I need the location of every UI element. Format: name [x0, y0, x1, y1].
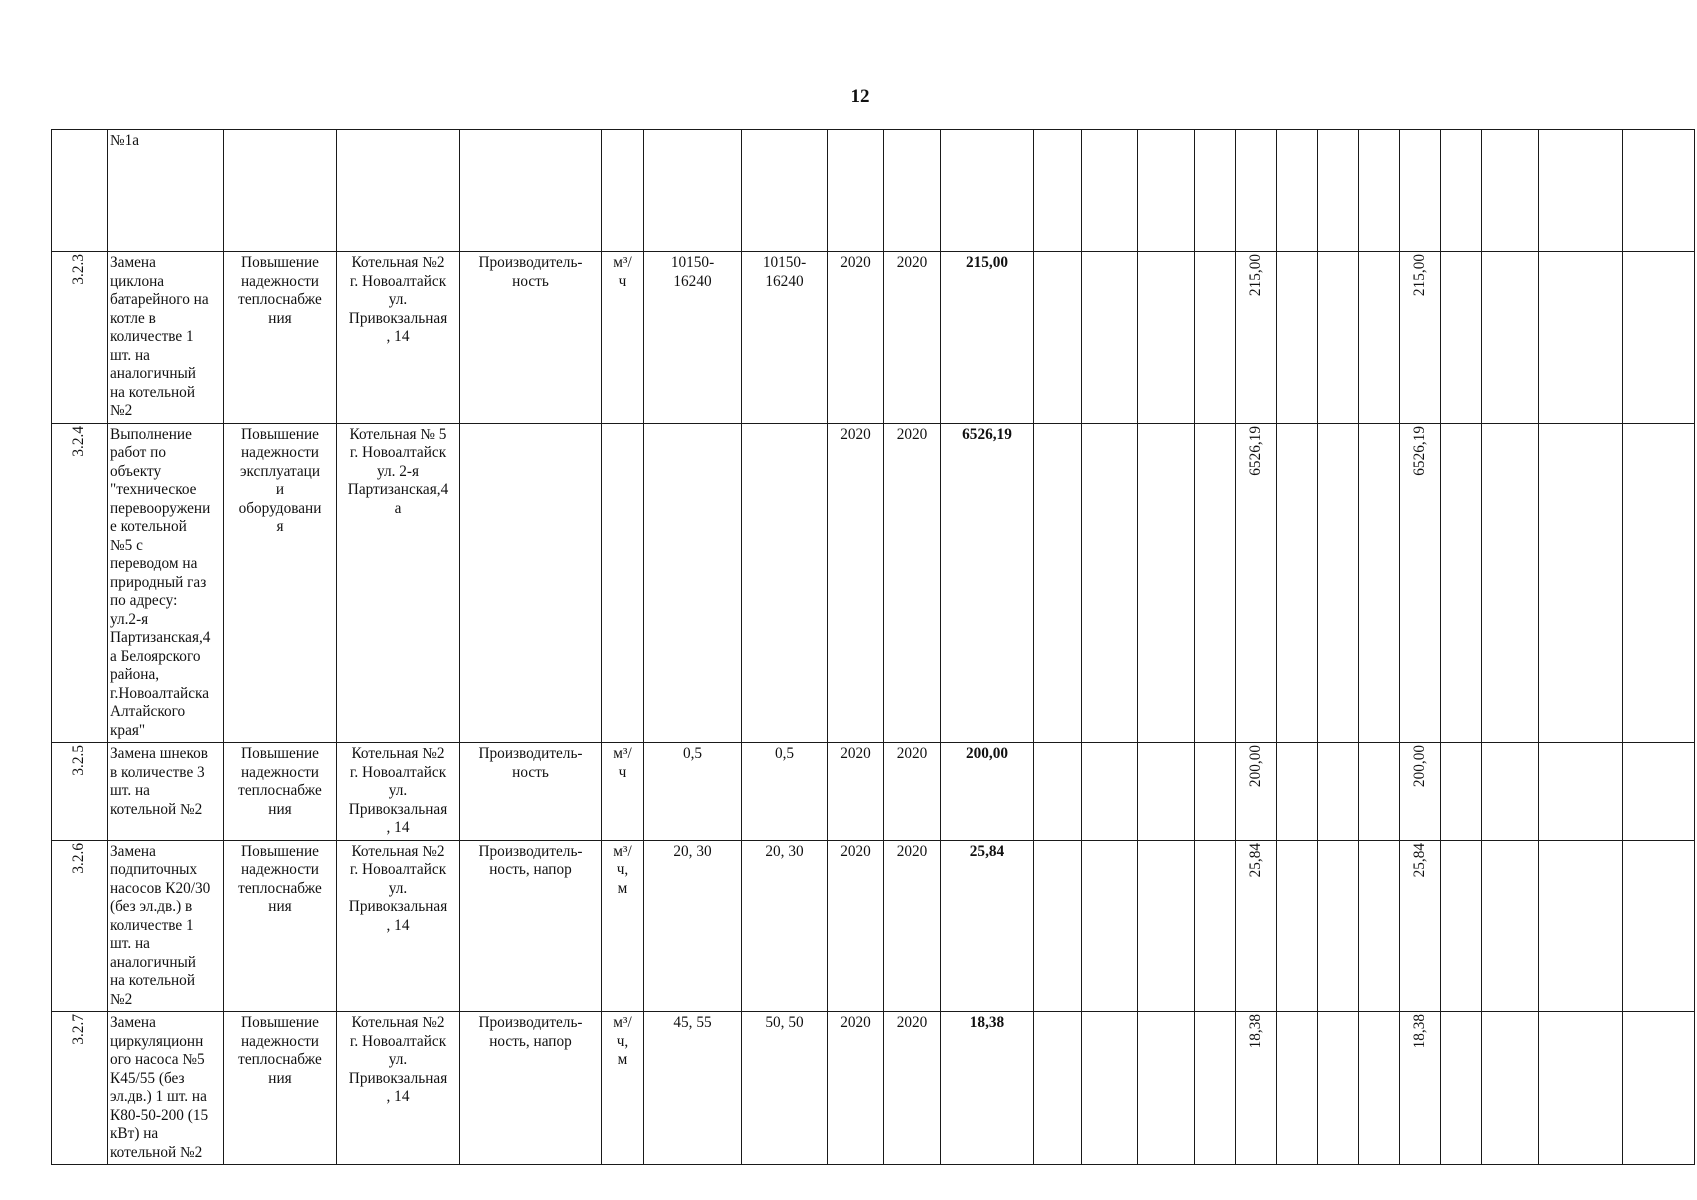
cell-empty: [1195, 743, 1236, 841]
value-label: 215,00: [1410, 254, 1428, 297]
cell-param: Производитель- ность: [460, 252, 602, 424]
cell-location: Котельная № 5 г. Новоалтайск ул. 2-я Партизанская,4 а: [337, 423, 460, 743]
cell-empty: [1318, 252, 1359, 424]
cell-empty: [1623, 423, 1695, 743]
cell-empty: [1082, 252, 1138, 424]
cell-empty: [1034, 743, 1082, 841]
cell-empty: [1034, 252, 1082, 424]
cell-year-end: 2020: [884, 423, 941, 743]
cell-empty: [1195, 1012, 1236, 1165]
cell-empty: [1539, 252, 1623, 424]
cell-unit: [602, 423, 644, 743]
cell-param: Производитель- ность, напор: [460, 1012, 602, 1165]
cell-empty: [1082, 1012, 1138, 1165]
cell-value-a: [1236, 743, 1277, 841]
cell-goal: Повышение надежности эксплуатаци и оборудовани я: [224, 423, 337, 743]
cell-empty: [1623, 840, 1695, 1012]
cell-empty: [1623, 252, 1695, 424]
cell-goal: Повышение надежности теплоснабже ния: [224, 252, 337, 424]
cell-empty: [1539, 743, 1623, 841]
cell-year-start: 2020: [828, 252, 884, 424]
table-row: [52, 252, 1695, 424]
investment-table: [51, 129, 1695, 1165]
table-row: [52, 423, 1695, 743]
cell-goal: Повышение надежности теплоснабже ния: [224, 1012, 337, 1165]
cell-value-a: [1236, 252, 1277, 424]
cell-after: 0,5: [742, 743, 828, 841]
cell-total: 6526,19: [941, 423, 1034, 743]
cell-total: 215,00: [941, 252, 1034, 424]
cell-before: [644, 423, 742, 743]
value-label: 6526,19: [1246, 425, 1264, 476]
cell-total: 200,00: [941, 743, 1034, 841]
page-number: 12: [850, 86, 870, 107]
cell-location: Котельная №2 г. Новоалтайск ул. Привокзальная , 14: [337, 252, 460, 424]
cell-name: Замена циклона батарейного на котле в количестве 1 шт. на аналогичный на котельной №2: [108, 252, 224, 424]
cell-empty: [1359, 840, 1400, 1012]
cell-empty: [1441, 423, 1482, 743]
value-label: 200,00: [1246, 745, 1264, 788]
cell-empty: [1034, 423, 1082, 743]
table-row: [52, 743, 1695, 841]
cell-empty: [1082, 840, 1138, 1012]
cell-value-b: [1400, 840, 1441, 1012]
cell-empty: [1441, 252, 1482, 424]
cell-after: 50, 50: [742, 1012, 828, 1165]
cell-num: [52, 840, 108, 1012]
cell-empty: [1539, 1012, 1623, 1165]
cell-goal: Повышение надежности теплоснабже ния: [224, 840, 337, 1012]
cell-empty: [1277, 1012, 1318, 1165]
value-label: 200,00: [1410, 745, 1428, 788]
cell-after: [742, 423, 828, 743]
cell-empty: [1623, 743, 1695, 841]
cell-value-b: [1400, 1012, 1441, 1165]
cell-num: [52, 1012, 108, 1165]
cell-num: [52, 423, 108, 743]
table-row: [52, 840, 1695, 1012]
cell-before: 20, 30: [644, 840, 742, 1012]
value-label: 215,00: [1246, 254, 1264, 297]
cell-goal: Повышение надежности теплоснабже ния: [224, 743, 337, 841]
cell-empty: [1034, 1012, 1082, 1165]
value-label: 25,84: [1410, 842, 1428, 877]
cell-empty: [1441, 840, 1482, 1012]
cell-location: Котельная №2 г. Новоалтайск ул. Привокзальная , 14: [337, 743, 460, 841]
cell-after: 10150- 16240: [742, 252, 828, 424]
cell-empty: [1195, 252, 1236, 424]
cell-year-end: 2020: [884, 840, 941, 1012]
row-number-label: 3.2.7: [70, 1014, 88, 1045]
cell-year-start: 2020: [828, 840, 884, 1012]
cell-location: Котельная №2 г. Новоалтайск ул. Привокзальная , 14: [337, 1012, 460, 1165]
row-number-label: 3.2.3: [70, 254, 88, 285]
cell-empty: [1318, 743, 1359, 841]
cell-value-a: [1236, 840, 1277, 1012]
cell-empty: [1034, 840, 1082, 1012]
cell-empty: [1623, 1012, 1695, 1165]
cell-name: №1а: [108, 130, 224, 252]
cell-param: [460, 423, 602, 743]
cell-before: 45, 55: [644, 1012, 742, 1165]
cell-empty: [1138, 423, 1195, 743]
cell-empty: [1277, 840, 1318, 1012]
cell-year-start: 2020: [828, 1012, 884, 1165]
cell-empty: [1441, 1012, 1482, 1165]
cell-name: Замена циркуляционн ого насоса №5 К45/55 (без эл.дв.) 1 шт. на К80-50-200 (15 кВт) на котельной №2: [108, 1012, 224, 1165]
cell-value-b: [1400, 252, 1441, 424]
cell-num: [52, 743, 108, 841]
cell-after: 20, 30: [742, 840, 828, 1012]
cell-num: [52, 252, 108, 424]
cell-before: 10150- 16240: [644, 252, 742, 424]
cell-total: 25,84: [941, 840, 1034, 1012]
cell-empty: [1277, 252, 1318, 424]
value-label: 18,38: [1246, 1014, 1264, 1049]
cell-empty: [1082, 743, 1138, 841]
cell-total: 18,38: [941, 1012, 1034, 1165]
cell-empty: [1359, 423, 1400, 743]
row-number-label: 3.2.6: [70, 842, 88, 874]
cell-param: Производитель- ность: [460, 743, 602, 841]
cell-empty: [1539, 423, 1623, 743]
cell-empty: [1482, 423, 1539, 743]
row-number-label: 3.2.5: [70, 745, 88, 776]
cell-name: Замена шнеков в количестве 3 шт. на котельной №2: [108, 743, 224, 841]
cell-empty: [1318, 1012, 1359, 1165]
cell-year-start: 2020: [828, 423, 884, 743]
cell-empty: [1441, 743, 1482, 841]
cell-name: Замена подпиточных насосов К20/30 (без эл.дв.) в количестве 1 шт. на аналогичный на котельной №2: [108, 840, 224, 1012]
cell-empty: [1195, 423, 1236, 743]
cell-empty: [1138, 252, 1195, 424]
table-row: [52, 1012, 1695, 1165]
cell-num: [52, 130, 108, 252]
cell-unit: м³/ ч, м: [602, 1012, 644, 1165]
cell-value-b: [1400, 743, 1441, 841]
value-label: 6526,19: [1410, 425, 1428, 476]
cell-param: Производитель- ность, напор: [460, 840, 602, 1012]
cell-name: Выполнение работ по объекту "техническое перевооружени е котельной №5 с переводом на природный газ по адресу: ул.2-я Партизанская,4 а Белоярского района, г.Новоалтайска Алтайского края": [108, 423, 224, 743]
value-label: 25,84: [1246, 842, 1264, 877]
cell-empty: [1318, 423, 1359, 743]
cell-empty: [1359, 1012, 1400, 1165]
cell-before: 0,5: [644, 743, 742, 841]
cell-empty: [1539, 840, 1623, 1012]
cell-value-b: [1400, 423, 1441, 743]
value-label: 18,38: [1410, 1014, 1428, 1049]
cell-year-end: 2020: [884, 1012, 941, 1165]
cell-year-end: 2020: [884, 743, 941, 841]
cell-empty: [1138, 840, 1195, 1012]
cell-location: Котельная №2 г. Новоалтайск ул. Привокзальная , 14: [337, 840, 460, 1012]
cell-empty: [1482, 840, 1539, 1012]
cell-unit: м³/ ч, м: [602, 840, 644, 1012]
cell-empty: [1277, 423, 1318, 743]
cell-unit: м³/ ч: [602, 743, 644, 841]
cell-empty: [1082, 423, 1138, 743]
cell-empty: [1359, 252, 1400, 424]
cell-empty: [1359, 743, 1400, 841]
cell-year-start: 2020: [828, 743, 884, 841]
cell-unit: м³/ ч: [602, 252, 644, 424]
cell-year-end: 2020: [884, 252, 941, 424]
cell-empty: [1482, 1012, 1539, 1165]
cell-empty: [1482, 252, 1539, 424]
cell-value-a: [1236, 1012, 1277, 1165]
table-row: [52, 130, 1695, 252]
cell-empty: [1277, 743, 1318, 841]
cell-empty: [1138, 743, 1195, 841]
cell-empty: [1195, 840, 1236, 1012]
cell-value-a: [1236, 423, 1277, 743]
cell-empty: [1138, 1012, 1195, 1165]
row-number-label: 3.2.4: [70, 425, 88, 457]
cell-empty: [1482, 743, 1539, 841]
cell-empty: [1318, 840, 1359, 1012]
